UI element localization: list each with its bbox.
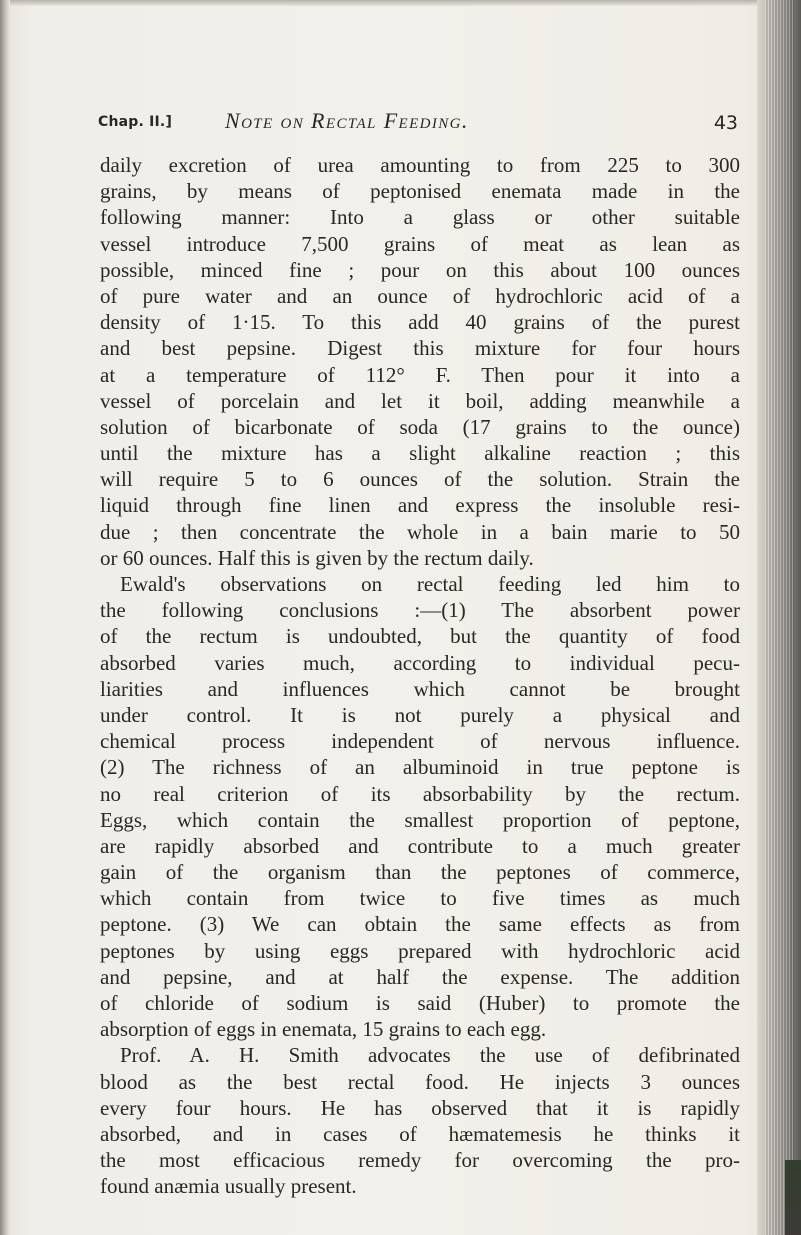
text-line: following manner: Into a glass or other suitable bbox=[100, 205, 740, 230]
text-line: of pure water and an ounce of hydrochloric acid of a bbox=[100, 283, 740, 308]
text-line: peptone. (3) We can obtain the same effects as from bbox=[100, 912, 740, 937]
text-line: which contain from twice to five times as much bbox=[100, 886, 740, 911]
text-line: possible, minced fine ; pour on this about 100 ounces bbox=[100, 257, 740, 282]
text-line: of chloride of sodium is said (Huber) to promote the bbox=[100, 991, 740, 1015]
text-line: Prof. A. H. Smith advocates the use of defibrinated bbox=[120, 1043, 740, 1068]
text-line: will require 5 to 6 ounces of the solution. Strain the bbox=[100, 467, 740, 492]
text-line: no real criterion of its absorbability by the rectum. bbox=[100, 781, 740, 806]
text-line: blood as the best rectal food. He injects 3 ounces bbox=[100, 1069, 740, 1094]
text-line: every four hours. He has observed that it is rapidly bbox=[100, 1095, 740, 1120]
text-line: vessel introduce 7,500 grains of meat as lean as bbox=[100, 231, 740, 256]
chapter-label: Chap. II.] bbox=[98, 114, 173, 130]
text-line: chemical process independent of nervous influence. bbox=[100, 729, 740, 754]
text-line: at a temperature of 112° F. Then pour it into a bbox=[100, 362, 740, 387]
text-line: liarities and influences which cannot be brought bbox=[100, 676, 740, 701]
text-line: and pepsine, and at half the expense. The addition bbox=[100, 964, 740, 989]
text-line: gain of the organism than the peptones of commerce, bbox=[100, 860, 740, 885]
page-number: 43 bbox=[713, 112, 738, 134]
text-line: of the rectum is undoubted, but the quantity of food bbox=[100, 624, 740, 649]
page-left-edge bbox=[0, 0, 10, 1235]
text-line: absorbed, and in cases of hæmatemesis he thinks it bbox=[100, 1121, 740, 1146]
text-line: peptones by using eggs prepared with hydrochloric acid bbox=[100, 938, 740, 963]
text-line: are rapidly absorbed and contribute to a much greater bbox=[100, 833, 740, 858]
page-top-edge bbox=[0, 0, 801, 6]
text-line: grains, by means of peptonised enemata made in the bbox=[100, 179, 740, 204]
text-line: due ; then concentrate the whole in a bain marie to 50 bbox=[100, 519, 740, 544]
page-stack-lines bbox=[765, 0, 795, 1235]
page-corner-shadow bbox=[785, 1160, 801, 1235]
text-line: density of 1·15. To this add 40 grains of the purest bbox=[100, 310, 740, 335]
running-head bbox=[98, 108, 738, 142]
text-line: Ewald's observations on rectal feeding led him to bbox=[120, 572, 740, 596]
text-line: found anæmia usually present. bbox=[100, 1174, 357, 1199]
text-line: Eggs, which contain the smallest proportion of peptone, bbox=[100, 807, 740, 832]
text-line: vessel of porcelain and let it boil, adding meanwhile a bbox=[100, 388, 740, 413]
running-title: Note on Rectal Feeding. bbox=[225, 108, 469, 133]
text-line: daily excretion of urea amounting to from 225 to 300 bbox=[100, 153, 740, 177]
text-line: (2) The richness of an albuminoid in true peptone is bbox=[100, 755, 740, 780]
text-line: absorbed varies much, according to individual pecu- bbox=[100, 650, 740, 675]
text-line: the most efficacious remedy for overcoming the pro- bbox=[100, 1148, 740, 1173]
text-line: solution of bicarbonate of soda (17 grains to the ounce) bbox=[100, 414, 740, 439]
text-line: and best pepsine. Digest this mixture for four hours bbox=[100, 336, 740, 361]
text-line: until the mixture has a slight alkaline reaction ; this bbox=[100, 441, 740, 466]
text-line: liquid through fine linen and express the insoluble resi- bbox=[100, 493, 740, 518]
text-line: under control. It is not purely a physical and bbox=[100, 702, 740, 727]
body-text bbox=[100, 152, 740, 1200]
text-line: absorption of eggs in enemata, 15 grains to each egg. bbox=[100, 1017, 547, 1042]
text-line: or 60 ounces. Half this is given by the rectum daily. bbox=[100, 545, 534, 570]
text-line: the following conclusions :—(1) The absorbent power bbox=[100, 598, 740, 623]
